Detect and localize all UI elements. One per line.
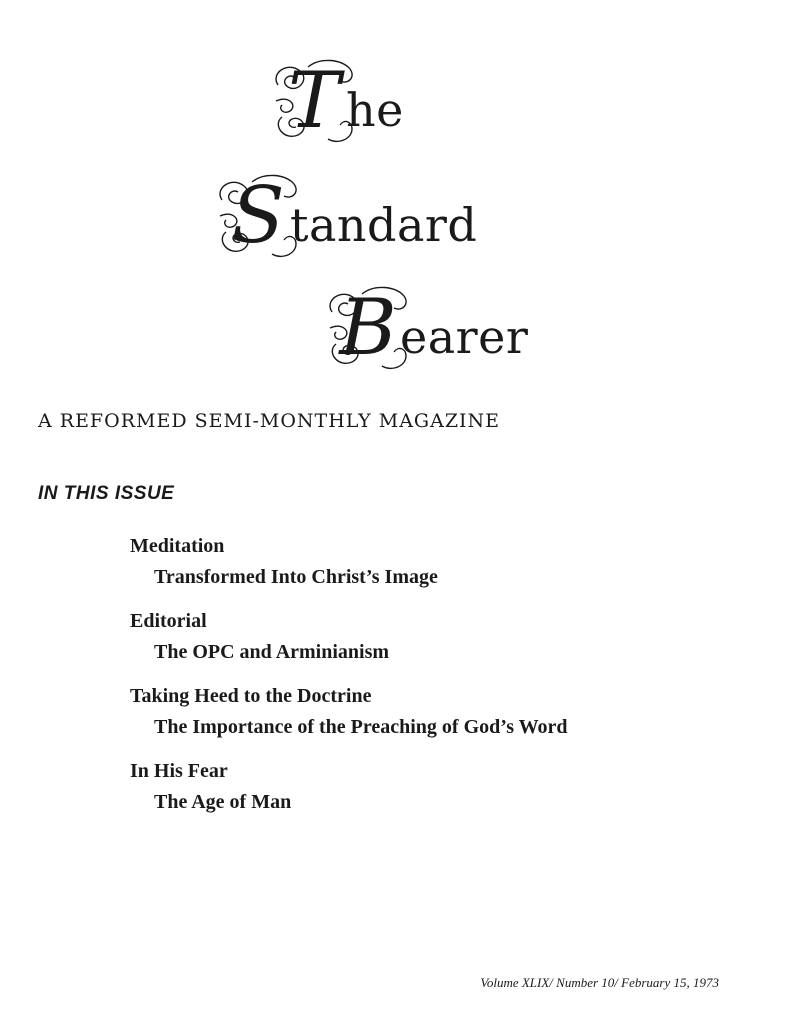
initial-letter: S bbox=[231, 171, 285, 261]
ornate-initial-t bbox=[268, 55, 360, 147]
toc-entry[interactable] bbox=[130, 758, 750, 816]
masthead-line-standard bbox=[212, 170, 477, 262]
masthead-line-the bbox=[268, 55, 404, 147]
toc-entry[interactable] bbox=[130, 533, 750, 591]
masthead-word-rest: he bbox=[346, 83, 404, 137]
initial-letter: T bbox=[287, 56, 341, 146]
toc-article-title: Transformed Into Christ’s Image bbox=[154, 566, 438, 588]
toc-entry[interactable] bbox=[130, 683, 750, 741]
initial-letter: B bbox=[339, 283, 397, 373]
toc-section-name: In His Fear bbox=[130, 760, 228, 782]
toc-section-name: Meditation bbox=[130, 535, 225, 557]
toc-article-title: The Age of Man bbox=[154, 791, 292, 813]
ornate-initial-b bbox=[322, 282, 414, 374]
toc-article-title: The OPC and Arminianism bbox=[154, 641, 390, 663]
ornate-initial-s bbox=[212, 170, 304, 262]
issue-volume-info: Volume XLIX/ Number 10/ February 15, 1973 bbox=[480, 975, 719, 990]
in-this-issue-heading: IN THIS ISSUE bbox=[38, 483, 175, 504]
masthead-line-bearer bbox=[322, 282, 528, 374]
toc-article-title: The Importance of the Preaching of God’s Word bbox=[154, 716, 568, 738]
toc-section-name: Taking Heed to the Doctrine bbox=[130, 685, 372, 707]
toc-entry[interactable] bbox=[130, 608, 750, 666]
toc-section-name: Editorial bbox=[130, 610, 207, 632]
masthead-word-rest: tandard bbox=[290, 198, 478, 252]
masthead-word-rest: earer bbox=[400, 310, 529, 364]
magazine-subtitle: A REFORMED SEMI-MONTHLY MAGAZINE bbox=[38, 410, 501, 432]
table-of-contents bbox=[130, 533, 750, 833]
